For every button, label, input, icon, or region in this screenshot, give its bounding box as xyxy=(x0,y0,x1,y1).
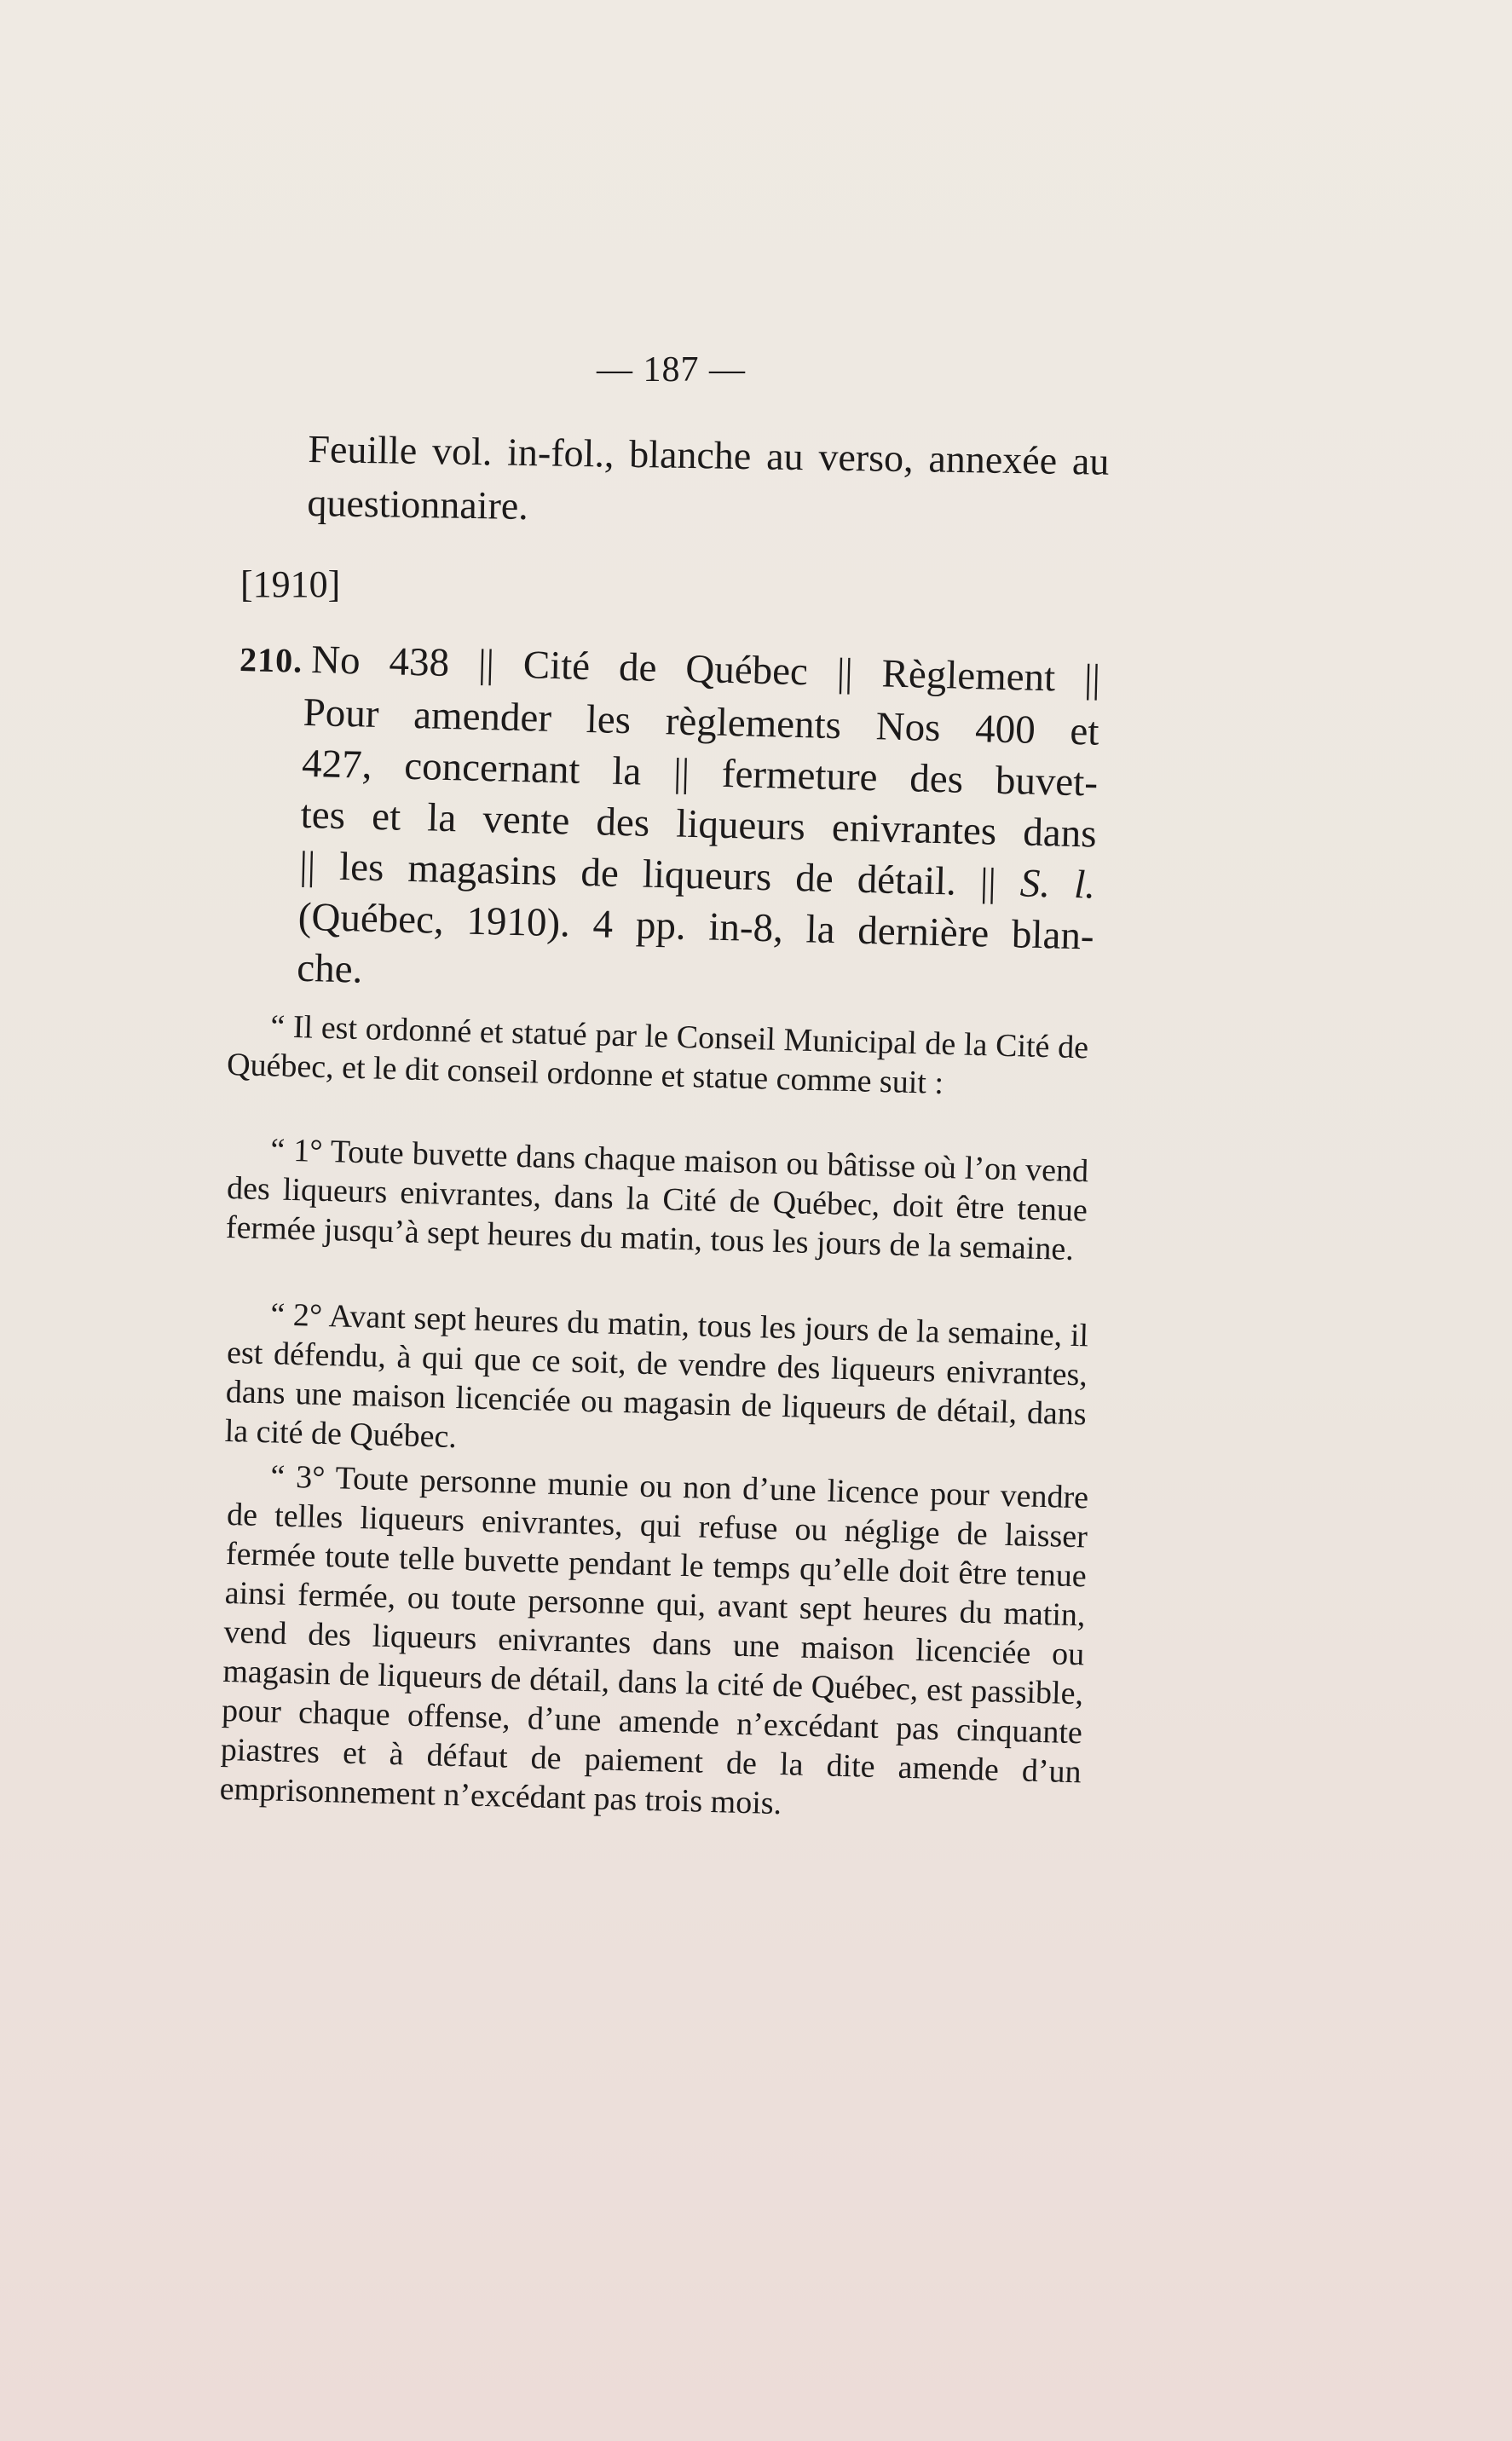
entry-line: Pour amender les règlements Nos 400 et xyxy=(303,690,1100,754)
quoted-article-2: “ 2° Avant sept heures du matin, tous les jours de la semaine, il est défendu, à qui que ce soit, de vendre des liqueurs enivrantes, dans une maison licenciée ou magasin de liqueurs de détail, dans la cité de Québec. xyxy=(224,1296,1089,1456)
previous-entry-continuation: Feuille vol. in-fol., blanche au verso, annexée au questionnaire. xyxy=(307,426,1110,528)
entry-line: tes et la vente des liqueurs enivrantes dans xyxy=(300,792,1098,857)
year-heading: [1910] xyxy=(240,563,341,605)
quoted-article-1: “ 1° Toute buvette dans chaque maison ou bâtisse où l’on vend des liqueurs enivrantes, dans la Cité de Québec, doit être tenue fermée jusqu’à sept heures du matin, tous les jours de la semaine. xyxy=(225,1132,1089,1268)
entry-number: 210. xyxy=(239,639,303,680)
bibliographic-entry xyxy=(232,632,1101,1013)
entry-description xyxy=(232,632,1101,1013)
place-abbreviation: S. l. xyxy=(995,860,1096,908)
page-number: — 187 — xyxy=(597,350,746,390)
entry-line: 427, concernant la || fermeture des buvet- xyxy=(301,741,1099,805)
entry-line: || les magasins de liqueurs de détail. || S. l. xyxy=(298,843,1096,908)
entry-line: 210. No 438 || Cité de Québec || Règlement || xyxy=(239,632,1100,707)
quoted-article-3: “ 3° Toute personne munie ou non d’une licence pour vendre de telles liqueurs enivrantes, qui refuse ou néglige de laisser fermée toute telle buvette pendant le temps qu’elle doit être tenue ainsi fermée, ou toute personne qui, avant sept heures du matin, vend des liqueurs enivrantes dans une maison licenciée ou magasin de liqueurs de détail, dans la cité de Québec, est passible, pour chaque offense, d’une amende n’excédant pas cinquante piastres et à défaut de paiement de la dite amende d’un emprisonnement n’excédant pas trois mois. xyxy=(219,1458,1089,1822)
entry-line: (Québec, 1910). 4 pp. in-8, la dernière blan- xyxy=(297,894,1095,959)
quoted-preamble: “ Il est ordonné et statué par le Conseil Municipal de la Cité de Québec, et le dit conseil ordonne et statue comme suit : xyxy=(226,1008,1089,1101)
entry-line: che. xyxy=(296,945,363,992)
